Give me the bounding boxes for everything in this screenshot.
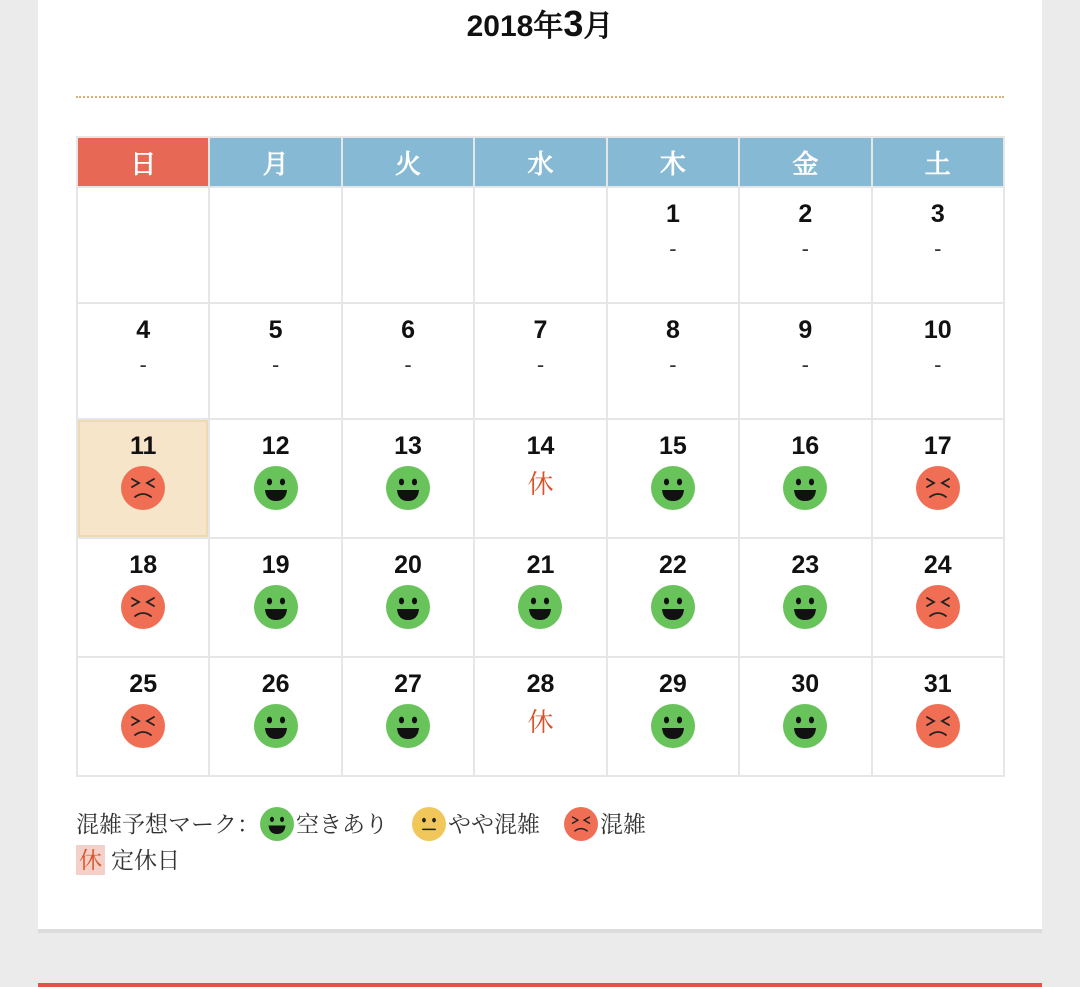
day-number: 14 [526, 432, 555, 460]
no-forecast-dash: - [934, 352, 942, 377]
title-month: 3 [563, 3, 584, 44]
calendar-day-cell[interactable] [872, 303, 1004, 419]
calendar-day-cell[interactable] [77, 303, 209, 419]
calendar-day-cell[interactable] [474, 657, 606, 776]
calendar-day-cell[interactable] [474, 538, 606, 657]
calendar-empty-cell [474, 187, 606, 303]
smile-face-icon [783, 585, 827, 629]
day-number: 18 [129, 551, 158, 579]
bottom-accent-bar [38, 983, 1042, 987]
calendar-day-cell[interactable] [739, 419, 871, 538]
day-number: 16 [791, 432, 820, 460]
calendar-day-cell[interactable] [342, 657, 474, 776]
day-number: 20 [394, 551, 422, 579]
smile-face-icon [386, 704, 430, 748]
page-title [0, 4, 1080, 47]
day-number: 5 [268, 316, 283, 344]
no-forecast-dash: - [934, 236, 942, 261]
calendar-day-cell[interactable] [607, 657, 739, 776]
closed-day-mark: 休 [527, 707, 554, 737]
neutral-face-icon [412, 807, 446, 841]
title-year: 2018年 [466, 10, 564, 43]
calendar-day-cell[interactable] [872, 538, 1004, 657]
no-forecast-dash: - [271, 352, 280, 377]
angry-face-icon [916, 704, 960, 748]
calendar-week-row [77, 419, 1004, 538]
smile-face-icon [783, 704, 827, 748]
angry-face-icon [564, 807, 598, 841]
weekday-header-row [77, 137, 1004, 187]
day-number: 25 [129, 670, 158, 698]
weekday-header-sun: 日 [77, 137, 209, 187]
angry-face-icon [916, 466, 960, 510]
calendar-day-cell[interactable] [607, 538, 739, 657]
no-forecast-dash: - [669, 236, 677, 261]
smile-face-icon [651, 704, 695, 748]
calendar-day-cell[interactable] [474, 303, 606, 419]
closed-day-mark: 休 [527, 469, 554, 499]
no-forecast-dash: - [139, 352, 147, 377]
no-forecast-dash: - [404, 352, 412, 377]
calendar-day-cell[interactable] [607, 187, 739, 303]
day-number: 21 [526, 551, 555, 579]
weekday-header-fri: 金 [739, 137, 871, 187]
calendar-week-row [77, 538, 1004, 657]
day-number: 17 [923, 432, 952, 460]
day-number: 28 [526, 670, 555, 698]
calendar-day-cell[interactable] [872, 187, 1004, 303]
calendar-day-cell[interactable] [77, 657, 209, 776]
calendar-day-cell[interactable] [209, 303, 341, 419]
day-number: 13 [394, 432, 422, 460]
calendar-empty-cell [342, 187, 474, 303]
calendar-day-cell[interactable] [209, 657, 341, 776]
angry-face-icon [916, 585, 960, 629]
calendar-day-cell[interactable] [607, 303, 739, 419]
day-number: 4 [136, 316, 151, 344]
day-number: 3 [930, 200, 945, 228]
day-number: 7 [533, 316, 548, 344]
calendar-day-cell[interactable] [342, 538, 474, 657]
day-number: 22 [658, 551, 687, 579]
weekday-header-wed: 水 [474, 137, 606, 187]
day-number: 31 [923, 670, 952, 698]
legend-somewhat-label: やや混雑 [448, 811, 540, 837]
smile-face-icon [260, 807, 294, 841]
calendar-day-cell[interactable] [209, 419, 341, 538]
smile-face-icon [386, 585, 430, 629]
calendar-day-cell[interactable] [739, 303, 871, 419]
no-forecast-dash: - [801, 236, 809, 261]
calendar-table [76, 136, 1005, 777]
day-number: 11 [129, 432, 157, 460]
day-number: 10 [923, 316, 952, 344]
calendar-day-cell[interactable] [209, 538, 341, 657]
calendar-week-row [77, 303, 1004, 419]
legend-closed-label: 定休日 [111, 847, 180, 873]
weekday-header-mon: 月 [209, 137, 341, 187]
legend [76, 806, 646, 878]
no-forecast-dash: - [669, 352, 677, 377]
angry-face-icon [121, 466, 165, 510]
no-forecast-dash: - [801, 352, 809, 377]
day-number: 12 [261, 432, 290, 460]
calendar-empty-cell [209, 187, 341, 303]
day-number: 2 [798, 200, 813, 228]
weekday-header-sat: 土 [872, 137, 1004, 187]
smile-face-icon [651, 466, 695, 510]
day-number: 15 [658, 432, 687, 460]
calendar-day-cell[interactable] [872, 657, 1004, 776]
day-number: 26 [261, 670, 290, 698]
title-month-suffix: 月 [583, 10, 614, 43]
smile-face-icon [254, 466, 298, 510]
smile-face-icon [254, 704, 298, 748]
day-number: 29 [658, 670, 687, 698]
title-divider [76, 96, 1004, 98]
calendar-day-cell[interactable] [739, 657, 871, 776]
day-number: 19 [261, 551, 290, 579]
weekday-header-thu: 木 [607, 137, 739, 187]
legend-crowded-label: 混雑 [600, 811, 646, 837]
smile-face-icon [386, 466, 430, 510]
calendar-day-cell[interactable] [872, 419, 1004, 538]
day-number: 27 [394, 670, 422, 698]
calendar-empty-cell [77, 187, 209, 303]
smile-face-icon [254, 585, 298, 629]
smile-face-icon [518, 585, 562, 629]
smile-face-icon [783, 466, 827, 510]
calendar-week-row [77, 187, 1004, 303]
day-number: 30 [791, 670, 820, 698]
calendar-day-cell[interactable] [342, 419, 474, 538]
legend-marks-row [76, 806, 646, 842]
day-number: 9 [798, 316, 813, 344]
calendar-day-cell[interactable] [342, 303, 474, 419]
calendar-day-cell[interactable] [77, 538, 209, 657]
legend-closed-row [76, 842, 646, 878]
calendar-day-cell[interactable] [77, 419, 209, 538]
closed-badge: 休 [76, 845, 105, 875]
calendar-day-cell[interactable] [474, 419, 606, 538]
angry-face-icon [121, 585, 165, 629]
day-number: 23 [791, 551, 820, 579]
smile-face-icon [651, 585, 695, 629]
calendar-day-cell[interactable] [739, 187, 871, 303]
calendar-day-cell[interactable] [739, 538, 871, 657]
calendar-day-cell[interactable] [607, 419, 739, 538]
day-number: 1 [665, 200, 680, 228]
angry-face-icon [121, 704, 165, 748]
calendar-week-row [77, 657, 1004, 776]
no-forecast-dash: - [536, 352, 545, 377]
legend-prefix: 混雑予想マーク： [76, 811, 260, 837]
legend-available-label: 空きあり [296, 811, 388, 837]
day-number: 24 [923, 551, 952, 579]
day-number: 6 [401, 316, 415, 344]
day-number: 8 [665, 316, 680, 344]
weekday-header-tue: 火 [342, 137, 474, 187]
